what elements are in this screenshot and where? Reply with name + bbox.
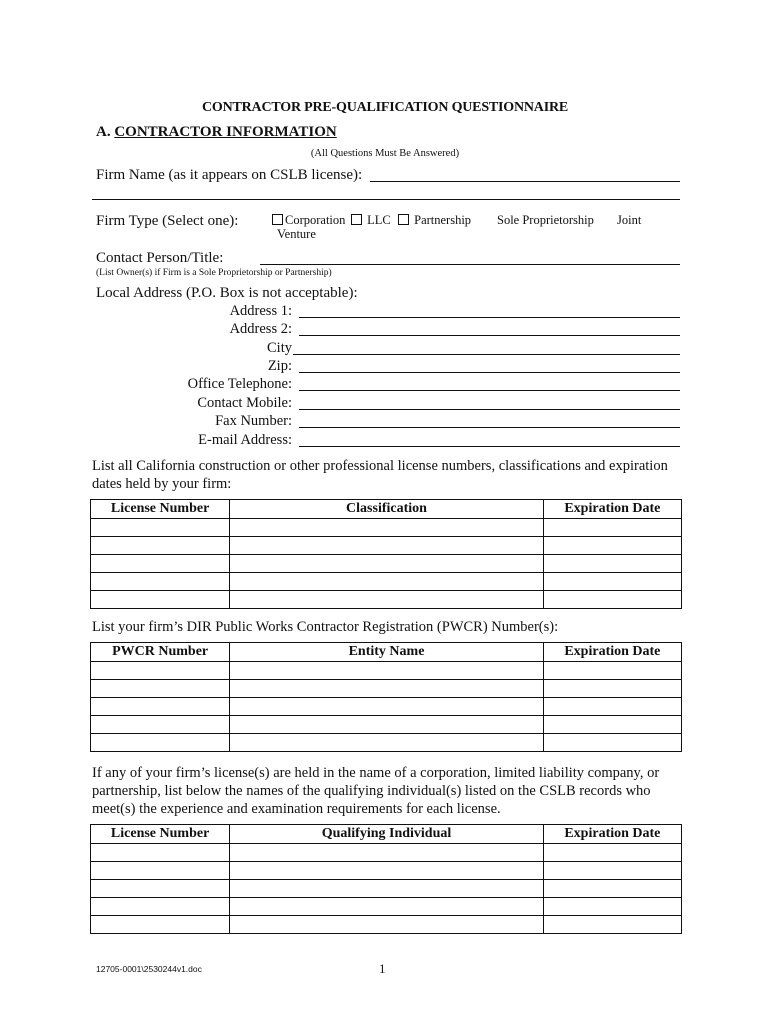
qualifier-prompt: If any of your firm’s license(s) are held in the name of a corporation, limited liability company, or partnership, list below the names of the qualifying individual(s) listed on the CSLB records who meet(s) the experience and examination requirements for each license.	[92, 765, 660, 817]
llc-checkbox[interactable]	[351, 214, 362, 225]
firm-type-option-corporation[interactable]: Corporation	[272, 213, 345, 228]
fax-number-field[interactable]	[299, 427, 680, 428]
contact-mobile-field[interactable]	[299, 409, 680, 410]
instructions-note: (All Questions Must Be Answered)	[310, 148, 460, 159]
firm-type-label: Firm Type (Select one):	[96, 213, 239, 229]
document-id-footer: 12705-0001\2530244v1.doc	[96, 964, 202, 974]
table-cell[interactable]	[230, 555, 544, 573]
firm-name-label: Firm Name (as it appears on CSLB license):	[96, 167, 363, 183]
column-header: Classification	[230, 500, 544, 519]
address-2-field[interactable]	[299, 335, 680, 336]
license-prompt: List all California construction or other professional license numbers, classifications and expiration dates held by your firm:	[92, 458, 668, 492]
column-header: Expiration Date	[543, 825, 681, 844]
contact-person-label: Contact Person/Title:	[96, 250, 224, 266]
table-cell[interactable]	[543, 537, 681, 555]
pwcr-prompt: List your firm’s DIR Public Works Contractor Registration (PWCR) Number(s):	[92, 619, 559, 635]
column-header: PWCR Number	[91, 643, 230, 662]
table-row	[91, 680, 682, 698]
pwcr-table	[90, 642, 682, 752]
table-cell[interactable]	[543, 880, 681, 898]
column-header: License Number	[91, 500, 230, 519]
address-1-field[interactable]	[299, 317, 680, 318]
table-cell[interactable]	[91, 898, 230, 916]
table-cell[interactable]	[230, 844, 544, 862]
table-cell[interactable]	[91, 573, 230, 591]
table-cell[interactable]	[230, 898, 544, 916]
table-cell[interactable]	[543, 680, 681, 698]
firm-type-option-joint-venture[interactable]: Joint	[617, 213, 642, 227]
page-number: 1	[379, 961, 386, 976]
table-cell[interactable]	[230, 862, 544, 880]
contact-mobile-label: Contact Mobile:	[197, 395, 292, 411]
table-row	[91, 519, 682, 537]
table-cell[interactable]	[91, 716, 230, 734]
qualifier-table	[90, 824, 682, 934]
table-header-row	[91, 643, 682, 662]
partnership-checkbox[interactable]	[398, 214, 409, 225]
contact-person-note: (List Owner(s) if Firm is a Sole Proprietorship or Partnership)	[96, 268, 332, 278]
table-row	[91, 734, 682, 752]
table-cell[interactable]	[543, 844, 681, 862]
table-row	[91, 662, 682, 680]
table-cell[interactable]	[91, 662, 230, 680]
table-cell[interactable]	[230, 662, 544, 680]
table-row	[91, 573, 682, 591]
table-cell[interactable]	[230, 716, 544, 734]
table-cell[interactable]	[230, 680, 544, 698]
column-header: Qualifying Individual	[230, 825, 544, 844]
column-header: Entity Name	[230, 643, 544, 662]
table-cell[interactable]	[230, 734, 544, 752]
table-row	[91, 555, 682, 573]
table-cell[interactable]	[91, 519, 230, 537]
table-row	[91, 844, 682, 862]
local-address-label: Local Address (P.O. Box is not acceptable):	[96, 285, 358, 301]
table-row	[91, 862, 682, 880]
firm-type-option-sole-proprietorship[interactable]: Sole Proprietorship	[497, 213, 594, 227]
table-row	[91, 537, 682, 555]
table-cell[interactable]	[543, 916, 681, 934]
firm-type-option-llc[interactable]: LLC	[351, 213, 391, 228]
zip-field[interactable]	[299, 372, 680, 373]
table-cell[interactable]	[543, 573, 681, 591]
table-cell[interactable]	[230, 698, 544, 716]
table-cell[interactable]	[91, 916, 230, 934]
table-cell[interactable]	[91, 844, 230, 862]
table-cell[interactable]	[230, 591, 544, 609]
table-cell[interactable]	[543, 698, 681, 716]
license-table	[90, 499, 682, 609]
column-header: Expiration Date	[543, 643, 681, 662]
table-cell[interactable]	[543, 519, 681, 537]
table-cell[interactable]	[91, 880, 230, 898]
table-cell[interactable]	[230, 880, 544, 898]
table-cell[interactable]	[91, 862, 230, 880]
column-header: Expiration Date	[543, 500, 681, 519]
address-2-label: Address 2:	[229, 321, 292, 337]
section-number: A.	[96, 124, 111, 140]
table-row	[91, 698, 682, 716]
table-row	[91, 898, 682, 916]
section-title: CONTRACTOR INFORMATION	[114, 124, 337, 140]
city-label: City	[267, 340, 292, 356]
table-cell[interactable]	[91, 734, 230, 752]
table-cell[interactable]	[543, 734, 681, 752]
firm-name-field[interactable]	[370, 181, 680, 182]
firm-type-option-joint-venture-continued: Venture	[277, 227, 316, 241]
document-title: CONTRACTOR PRE-QUALIFICATION QUESTIONNAIRE	[201, 100, 569, 115]
table-cell[interactable]	[543, 555, 681, 573]
corporation-checkbox[interactable]	[272, 214, 283, 225]
table-cell[interactable]	[91, 591, 230, 609]
table-header-row	[91, 500, 682, 519]
table-cell[interactable]	[230, 519, 544, 537]
column-header: License Number	[91, 825, 230, 844]
email-address-label: E-mail Address:	[198, 432, 292, 448]
section-heading	[96, 124, 337, 141]
table-cell[interactable]	[543, 662, 681, 680]
table-cell[interactable]	[230, 916, 544, 934]
table-cell[interactable]	[230, 537, 544, 555]
table-row	[91, 916, 682, 934]
table-cell[interactable]	[543, 591, 681, 609]
office-telephone-field[interactable]	[299, 390, 680, 391]
firm-type-option-partnership[interactable]: Partnership	[398, 213, 471, 228]
table-row	[91, 880, 682, 898]
table-cell[interactable]	[543, 862, 681, 880]
office-telephone-label: Office Telephone:	[187, 376, 292, 392]
fax-number-label: Fax Number:	[215, 413, 292, 429]
table-cell[interactable]	[543, 716, 681, 734]
table-cell[interactable]	[230, 573, 544, 591]
contact-person-field[interactable]	[260, 264, 680, 265]
table-cell[interactable]	[91, 537, 230, 555]
table-header-row	[91, 825, 682, 844]
table-cell[interactable]	[91, 555, 230, 573]
table-cell[interactable]	[91, 698, 230, 716]
email-address-field[interactable]	[299, 446, 680, 447]
city-field[interactable]	[293, 354, 680, 355]
firm-name-field-continued[interactable]	[92, 199, 680, 200]
address-1-label: Address 1:	[229, 303, 292, 319]
table-cell[interactable]	[91, 680, 230, 698]
table-row	[91, 591, 682, 609]
table-row	[91, 716, 682, 734]
zip-label: Zip:	[267, 358, 292, 374]
table-cell[interactable]	[543, 898, 681, 916]
